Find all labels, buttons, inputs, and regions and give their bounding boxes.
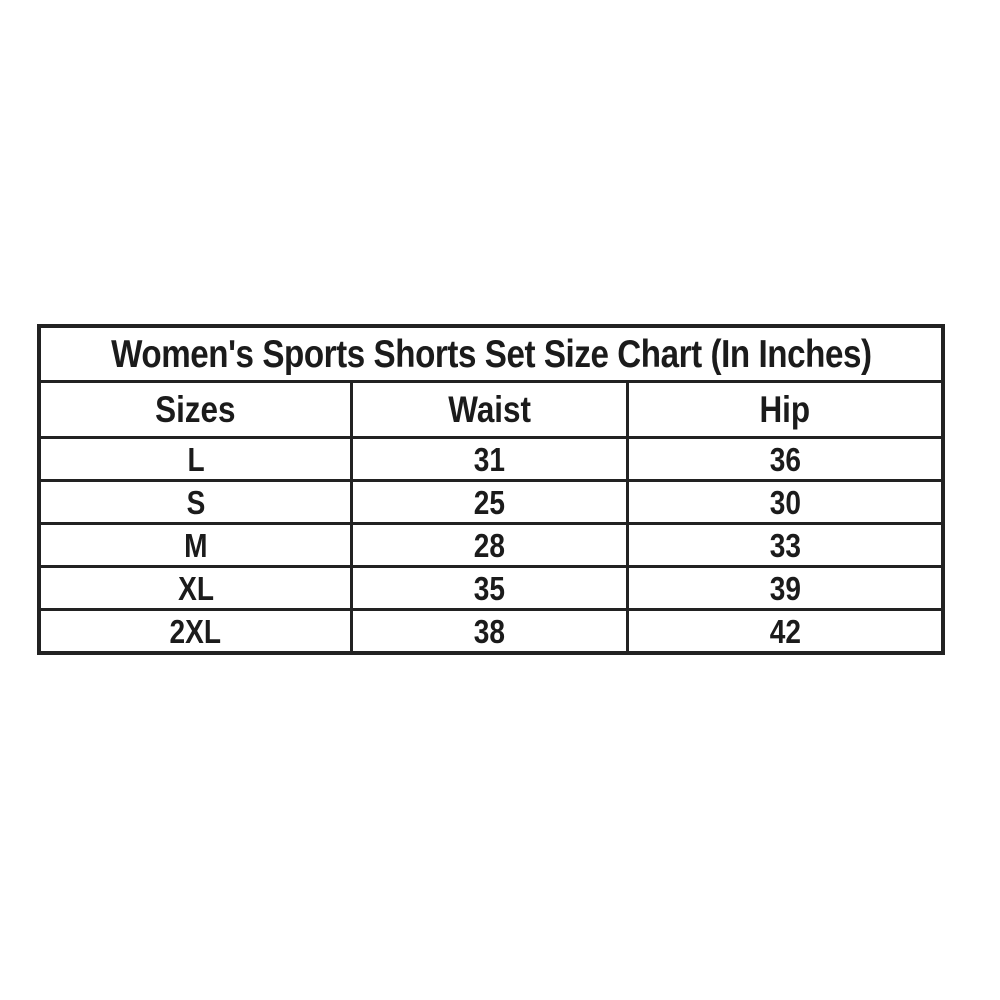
column-header-waist-label: Waist [448, 389, 531, 430]
size-chart-table [37, 324, 945, 655]
table-row [39, 567, 943, 610]
waist-cell [352, 567, 628, 610]
waist-cell [352, 481, 628, 524]
size-cell [39, 524, 352, 567]
hip-cell [628, 610, 944, 654]
waist-value: 28 [474, 526, 506, 564]
size-value: L [187, 440, 205, 478]
size-value: S [186, 483, 205, 521]
hip-value: 42 [769, 612, 801, 650]
size-cell [39, 567, 352, 610]
title-row [39, 326, 943, 382]
column-header-hip-label: Hip [759, 389, 811, 430]
hip-cell [628, 567, 944, 610]
table-row [39, 481, 943, 524]
column-header-sizes-label: Sizes [155, 389, 236, 430]
waist-value: 31 [474, 440, 506, 478]
size-value: 2XL [169, 612, 222, 650]
waist-cell [352, 438, 628, 481]
table-title: Women's Sports Shorts Set Size Chart (In Inches) [110, 332, 872, 376]
hip-cell [628, 481, 944, 524]
waist-value: 25 [474, 483, 506, 521]
size-cell [39, 438, 352, 481]
column-header-waist [352, 382, 628, 438]
hip-value: 30 [769, 483, 801, 521]
size-value: XL [177, 569, 214, 607]
size-value: M [183, 526, 208, 564]
hip-value: 36 [769, 440, 801, 478]
waist-cell [352, 524, 628, 567]
table-row [39, 610, 943, 654]
table-title-cell [39, 326, 943, 382]
hip-cell [628, 524, 944, 567]
waist-value: 38 [474, 612, 506, 650]
waist-value: 35 [474, 569, 506, 607]
table-row [39, 524, 943, 567]
header-row [39, 382, 943, 438]
waist-cell [352, 610, 628, 654]
column-header-sizes [39, 382, 352, 438]
hip-value: 33 [769, 526, 801, 564]
size-cell [39, 610, 352, 654]
size-cell [39, 481, 352, 524]
column-header-hip [628, 382, 944, 438]
table-row [39, 438, 943, 481]
hip-cell [628, 438, 944, 481]
hip-value: 39 [769, 569, 801, 607]
